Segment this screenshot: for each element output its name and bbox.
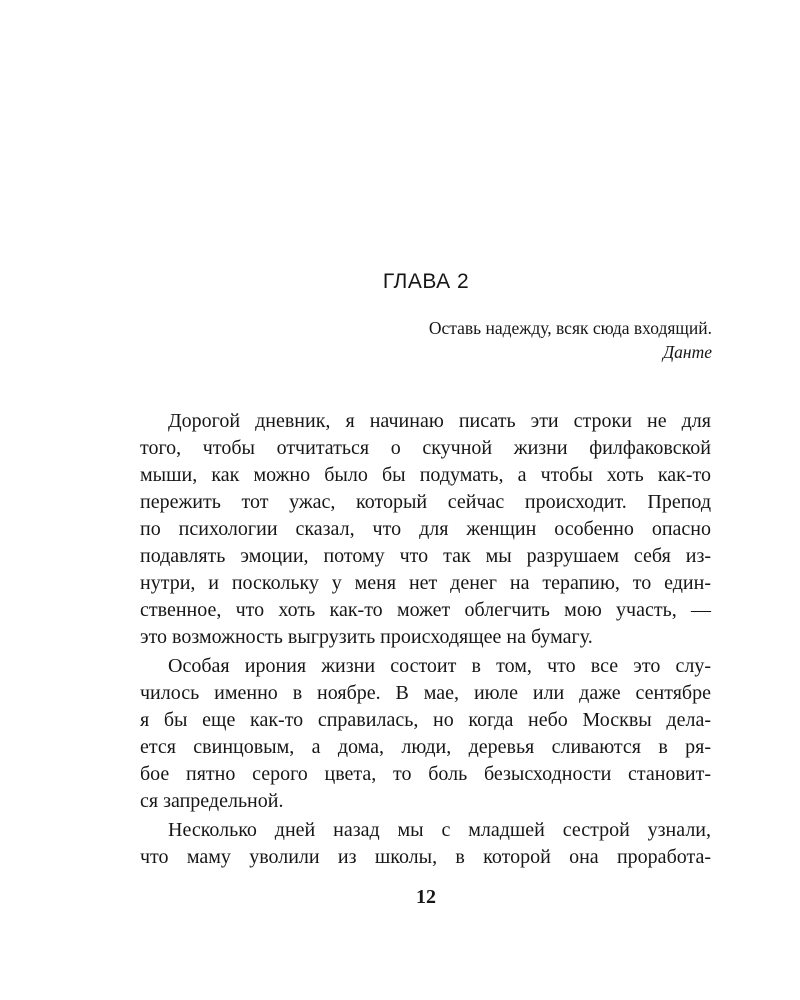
text-line: пережить тот ужас, который сейчас происходит. Препод: [140, 491, 711, 513]
paragraph: [140, 653, 711, 815]
text-line: Особая ирония жизни состоит в том, что все это слу-: [168, 655, 711, 677]
text-line: ся запредельной.: [140, 790, 284, 812]
text-line: бое пятно серого цвета, то боль безысходности становит-: [140, 763, 711, 785]
epigraph-quote: Оставь надежду, всяк сюда входящий.: [428, 318, 712, 338]
text-line: что маму уволили из школы, в которой она проработа-: [140, 846, 711, 868]
paragraph: [140, 817, 711, 871]
text-line: нутри, и поскольку у меня нет денег на терапию, то един-: [140, 572, 711, 594]
epigraph-author: Данте: [663, 342, 712, 362]
text-line: я бы еще как-то справилась, но когда небо Москвы дела-: [140, 709, 711, 731]
text-line: это возможность выгрузить происходящее на бумагу.: [140, 626, 593, 648]
text-line: того, чтобы отчитаться о скучной жизни филфаковской: [140, 437, 711, 459]
text-line: по психологии сказал, что для женщин особенно опасно: [140, 518, 711, 540]
text-line: ственное, что хоть как-то может облегчить мою участь, —: [140, 599, 711, 621]
text-line: мыши, как можно было бы подумать, а чтобы хоть как-то: [140, 464, 711, 486]
text-line: Несколько дней назад мы с младшей сестрой узнали,: [168, 819, 711, 841]
text-line: Дорогой дневник, я начинаю писать эти строки не для: [168, 410, 711, 432]
text-line: ется свинцовым, а дома, люди, деревья сливаются в ря-: [140, 736, 711, 758]
chapter-title: ГЛАВА 2: [382, 270, 470, 293]
text-line: подавлять эмоции, потому что так мы разрушаем себя из-: [140, 545, 711, 567]
text-line: чилось именно в ноябре. В мае, июле или даже сентябре: [140, 682, 711, 704]
paragraph: [140, 408, 711, 651]
body-text: [140, 408, 711, 871]
page-number: 12: [416, 886, 436, 908]
epigraph: [429, 316, 712, 364]
